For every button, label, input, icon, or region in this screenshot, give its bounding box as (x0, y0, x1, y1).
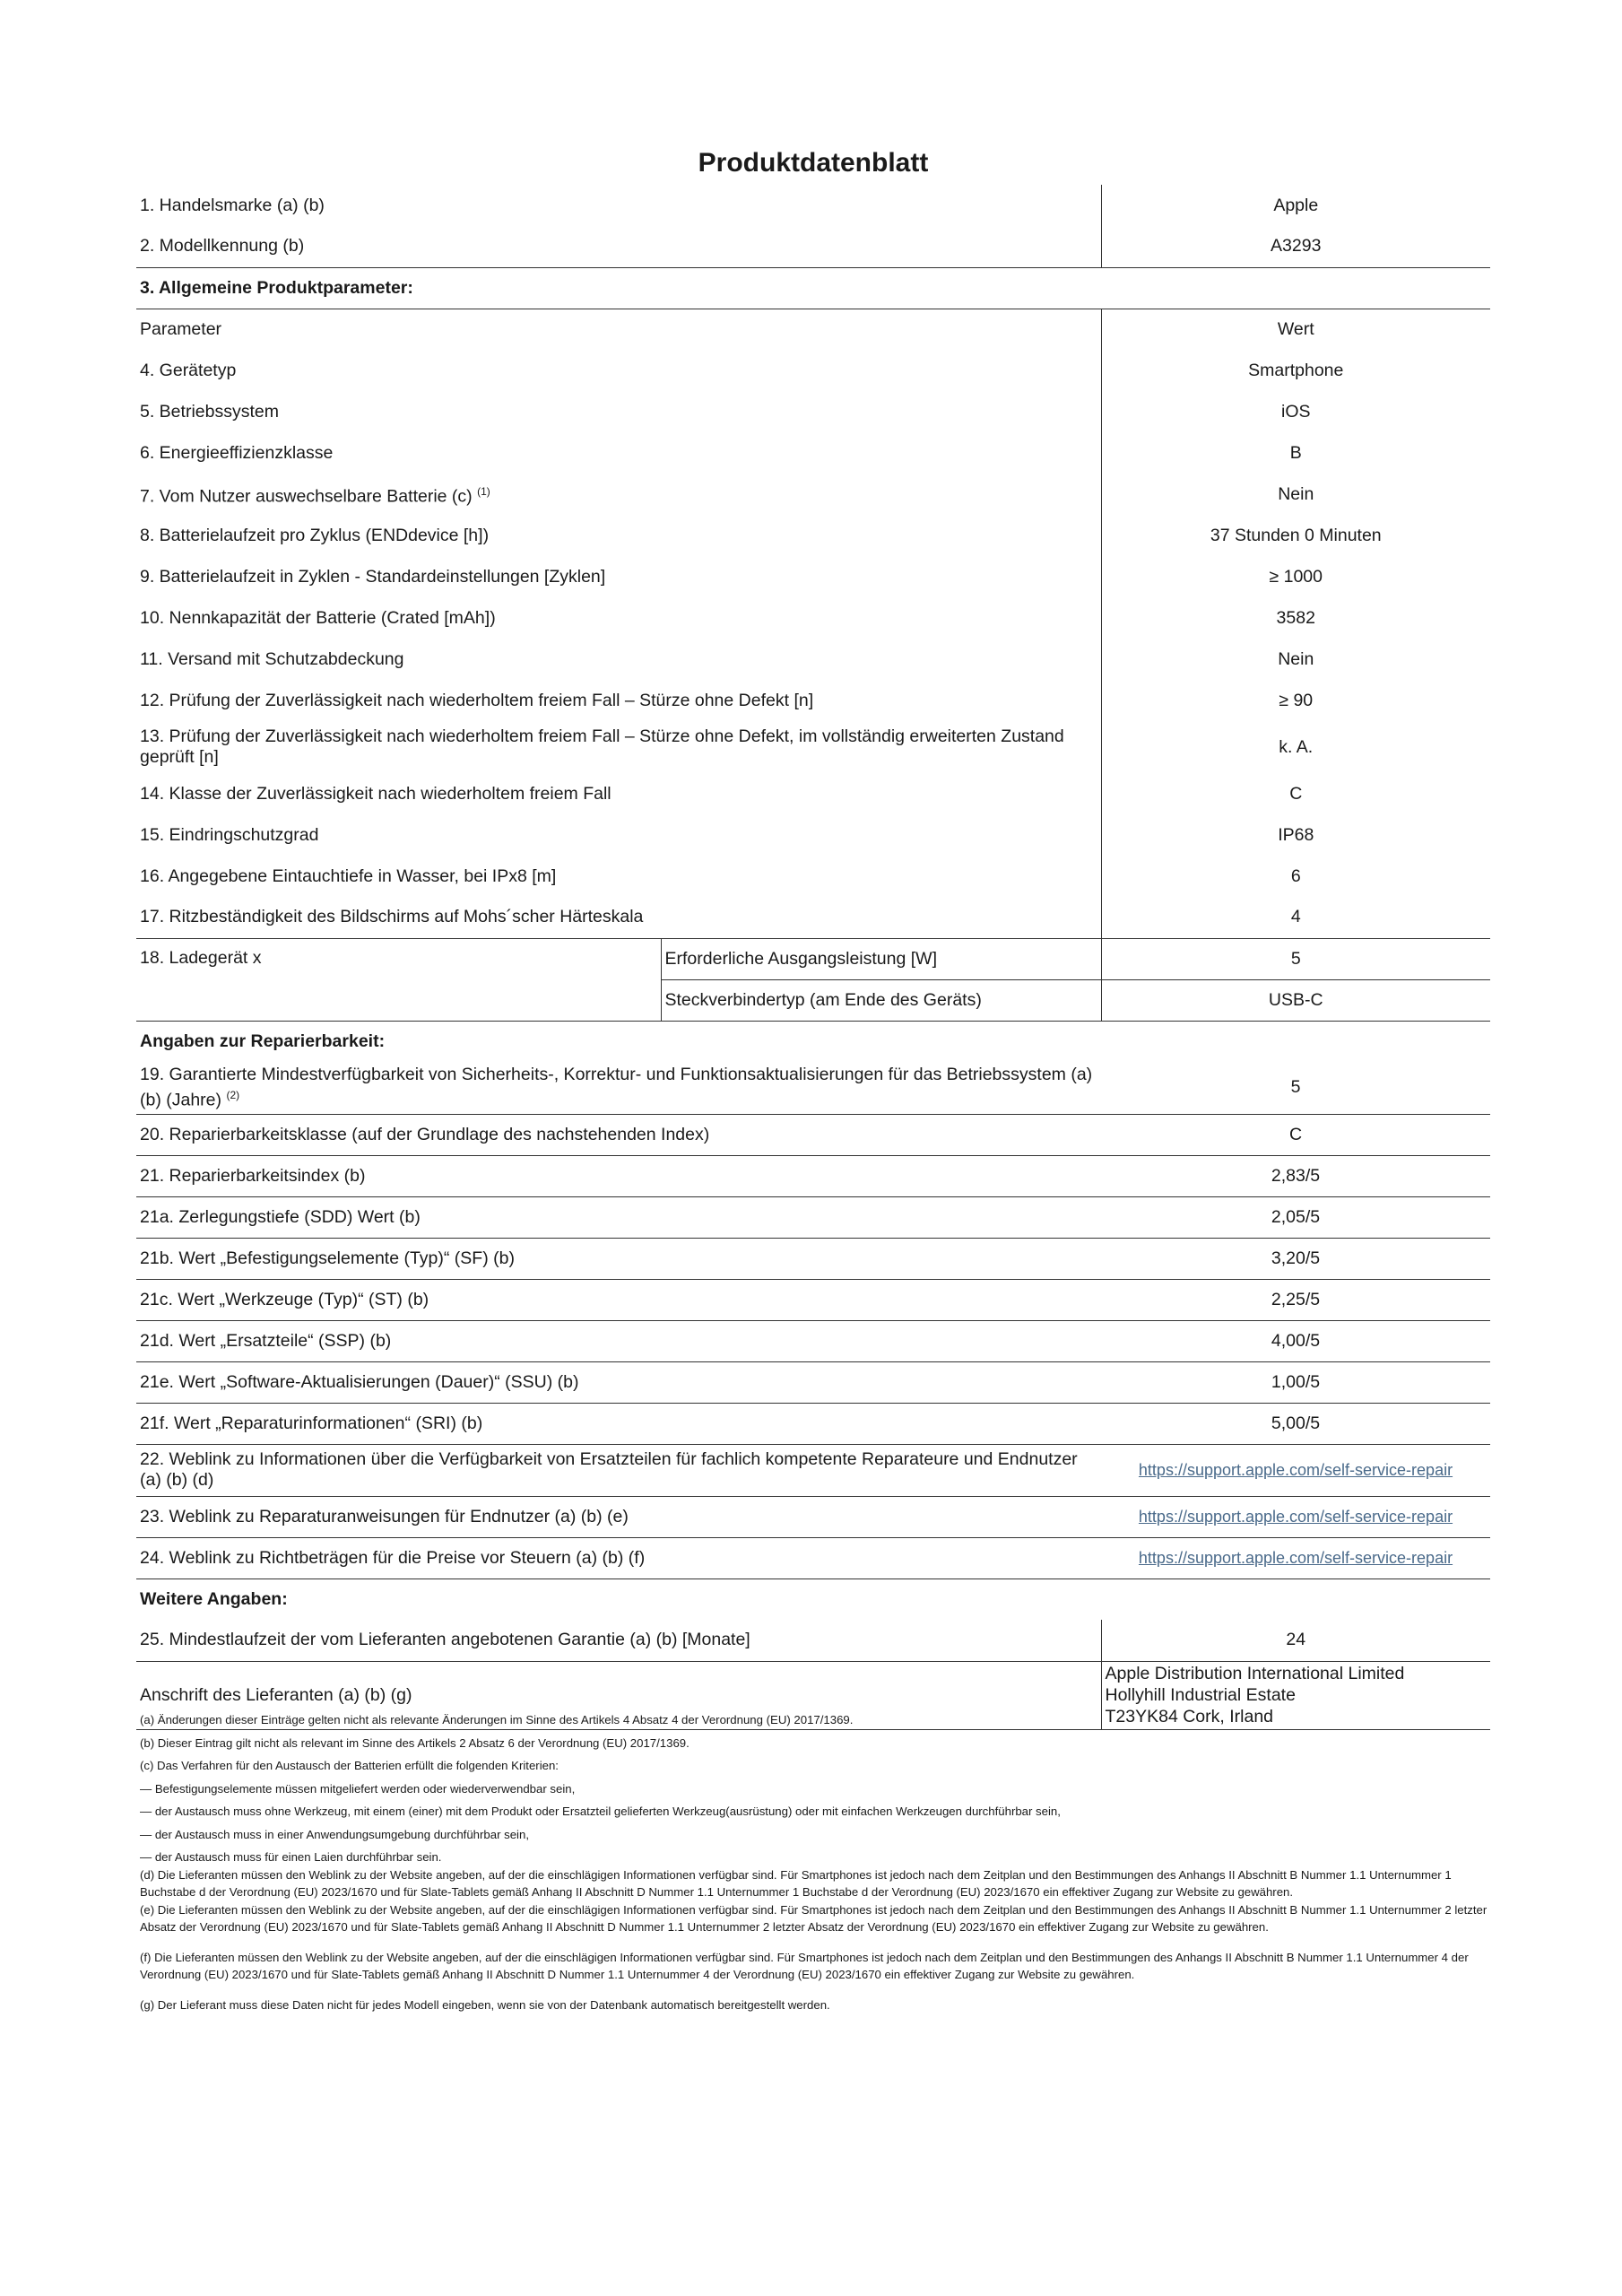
repair-instructions-link[interactable]: https://support.apple.com/self-service-repair (1138, 1507, 1453, 1526)
row-label-cell (136, 1062, 1101, 1114)
row-label: 22. Weblink zu Informationen über die Verfügbarkeit von Ersatzteilen für fachlich kompetente Reparateure und Endnutzer (a) (b) (d) (136, 1444, 1101, 1496)
row-label: 21. Reparierbarkeitsindex (b) (136, 1155, 1101, 1196)
table-row (136, 1155, 1490, 1196)
row-label: 7. Vom Nutzer auswechselbare Batterie (c) (140, 486, 473, 507)
table-row (136, 1196, 1490, 1238)
table-row (136, 556, 1490, 597)
row-value: ≥ 90 (1101, 680, 1490, 721)
row-value: 3582 (1101, 597, 1490, 639)
row-value: 5 (1101, 938, 1490, 979)
row-label-cell (136, 474, 1101, 515)
row-value: B (1101, 432, 1490, 474)
row-label: 18. Ladegerät x (136, 938, 661, 1021)
column-header-value: Wert (1101, 309, 1490, 350)
row-label: 16. Angegebene Eintauchtiefe in Wasser, bei IPx8 [m] (140, 865, 557, 886)
table-row (136, 897, 1490, 938)
row-value-cell (1101, 1444, 1490, 1496)
row-value: 4,00/5 (1101, 1320, 1490, 1361)
page-title: Produktdatenblatt (698, 148, 929, 178)
table-header-row (136, 309, 1490, 350)
footnote: — der Austausch muss ohne Werkzeug, mit einem (einer) mit dem Produkt oder Ersatzteil gelieferten Werkzeug(ausrüstung) oder mit einfachen Werkzeugen durchführbar sein, (140, 1805, 1061, 1818)
row-label: 19. Garantierte Mindestverfügbarkeit von Sicherheits-, Korrektur- und Funktionsaktualisierungen für das Betriebssystem (a) (b) (Jahre) (140, 1065, 1093, 1110)
row-label: 15. Eindringschutzgrad (140, 824, 319, 845)
row-label: 11. Versand mit Schutzabdeckung (140, 648, 404, 669)
table-row (136, 1114, 1490, 1155)
section-heading: Weitere Angaben: (136, 1578, 1490, 1620)
row-value-cell (1101, 1537, 1490, 1578)
table-row (136, 350, 1490, 391)
table-row (136, 856, 1490, 897)
section-heading: 3. Allgemeine Produktparameter: (136, 267, 1490, 309)
footnote: — der Austausch muss in einer Anwendungsumgebung durchführbar sein, (140, 1827, 529, 1841)
row-label: 21d. Wert „Ersatzteile“ (SSP) (b) (136, 1320, 1101, 1361)
row-value: k. A. (1101, 721, 1490, 773)
table-row (136, 391, 1490, 432)
row-label: 6. Energieeffizienzklasse (140, 442, 334, 463)
row-value: 24 (1101, 1620, 1490, 1661)
table-row (136, 185, 1490, 226)
table-row (136, 1444, 1490, 1496)
address-line: Apple Distribution International Limited (1105, 1664, 1405, 1683)
address-line: Hollyhill Industrial Estate (1105, 1685, 1296, 1705)
product-data-sheet (136, 142, 1490, 1730)
footnote: — Befestigungselemente müssen mitgeliefert werden oder wiederverwendbar sein, (140, 1781, 576, 1796)
column-header-parameter: Parameter (136, 309, 1101, 350)
spare-parts-link[interactable]: https://support.apple.com/self-service-repair (1138, 1460, 1453, 1479)
table-row (136, 1620, 1490, 1661)
table-row (136, 1537, 1490, 1578)
row-label: 14. Klasse der Zuverlässigkeit nach wiederholtem freiem Fall (140, 783, 612, 804)
row-value: iOS (1101, 391, 1490, 432)
row-label: 12. Prüfung der Zuverlässigkeit nach wiederholtem freiem Fall – Stürze ohne Defekt [n] (140, 690, 814, 710)
row-label: 23. Weblink zu Reparaturanweisungen für Endnutzer (a) (b) (e) (136, 1496, 1101, 1537)
row-value: 4 (1101, 897, 1490, 938)
table-row (136, 1279, 1490, 1320)
table-row (136, 597, 1490, 639)
footnote-marker: (2) (226, 1089, 240, 1101)
row-value: Nein (1101, 474, 1490, 515)
footnote: (e) Die Lieferanten müssen den Weblink zu der Website angeben, auf der die einschlägigen Informationen verfügbar sind. Für Smartphones ist jedoch nach dem Zeitplan und den Bestimmungen des Anhangs II Abschnitt B Nummer 1.1 Unternummer 2 letzter Absatz der Verordnung (EU) 2023/1670 und für Slate-Tablets gemäß Anhang II Abschnitt D Nummer 1.1 Unternummer 2 letzter Absatz der Verordnung (EU) 2023/1670 ein effektiver Zugang zur Website zu gewähren. (140, 1902, 1488, 1934)
section-heading-row (136, 267, 1490, 309)
row-label: 20. Reparierbarkeitsklasse (auf der Grundlage des nachstehenden Index) (136, 1114, 1101, 1155)
table-row (136, 938, 1490, 979)
charger-sub-label-power: Erforderliche Ausgangsleistung [W] (661, 938, 1101, 979)
table-row (136, 814, 1490, 856)
row-label: 1. Handelsmarke (a) (b) (140, 195, 325, 215)
row-label: 24. Weblink zu Richtbeträgen für die Preise vor Steuern (a) (b) (f) (136, 1537, 1101, 1578)
row-value: C (1101, 773, 1490, 814)
product-table (136, 185, 1490, 1730)
footnote: (c) Das Verfahren für den Austausch der Batterien erfüllt die folgenden Kriterien: (140, 1759, 559, 1772)
row-label: 13. Prüfung der Zuverlässigkeit nach wiederholtem freiem Fall – Stürze ohne Defekt, im vollständig erweiterten Zustand geprüft [n] (140, 726, 1064, 767)
row-value: A3293 (1101, 226, 1490, 267)
row-value: USB-C (1101, 979, 1490, 1021)
row-label: 21a. Zerlegungstiefe (SDD) Wert (b) (136, 1196, 1101, 1238)
row-label: 25. Mindestlaufzeit der vom Lieferanten angebotenen Garantie (a) (b) [Monate] (140, 1630, 750, 1650)
table-row (136, 1361, 1490, 1403)
table-row (136, 226, 1490, 267)
table-row (136, 721, 1490, 773)
row-label: 9. Batterielaufzeit in Zyklen - Standardeinstellungen [Zyklen] (140, 566, 606, 587)
row-value-cell (1101, 1496, 1490, 1537)
table-row (136, 474, 1490, 515)
row-label: 10. Nennkapazität der Batterie (Crated [mAh]) (140, 607, 496, 628)
table-row (136, 432, 1490, 474)
row-label: 21f. Wert „Reparaturinformationen“ (SRI) (b) (136, 1403, 1101, 1444)
footnotes (140, 1711, 1490, 2013)
row-label: 8. Batterielaufzeit pro Zyklus (ENDdevice [h]) (140, 525, 490, 545)
table-row (136, 1496, 1490, 1537)
row-value: 1,00/5 (1101, 1361, 1490, 1403)
table-row (136, 1238, 1490, 1279)
row-label: 21b. Wert „Befestigungselemente (Typ)“ (SF) (b) (136, 1238, 1101, 1279)
row-value: Smartphone (1101, 350, 1490, 391)
address-line: T23YK84 Cork, Irland (1105, 1707, 1274, 1726)
section-heading-row (136, 1578, 1490, 1620)
footnote-marker: (1) (477, 484, 490, 498)
row-value: 2,83/5 (1101, 1155, 1490, 1196)
row-value: Apple (1101, 185, 1490, 226)
section-heading-row (136, 1021, 1490, 1062)
footnote: (g) Der Lieferant muss diese Daten nicht für jedes Modell eingeben, wenn sie von der Datenbank automatisch bereitgestellt werden. (140, 1997, 830, 2012)
row-value: 3,20/5 (1101, 1238, 1490, 1279)
row-value: 5,00/5 (1101, 1403, 1490, 1444)
footnote: (f) Die Lieferanten müssen den Weblink zu der Website angeben, auf der die einschlägigen Informationen verfügbar sind. Für Smartphones ist jedoch nach dem Zeitplan und den Bestimmungen des Anhangs II Abschnitt B Nummer 1.1 Unternummer 4 der Verordnung (EU) 2023/1670 und für Slate-Tablets gemäß Anhang II Abschnitt D Nummer 1.1 Unternummer 4 der Verordnung (EU) 2023/1670 ein effektiver Zugang zur Website zu gewähren. (140, 1950, 1469, 1981)
row-value: C (1101, 1114, 1490, 1155)
row-label: Anschrift des Lieferanten (a) (b) (g) (136, 1661, 1101, 1729)
row-label: 21e. Wert „Software-Aktualisierungen (Dauer)“ (SSU) (b) (136, 1361, 1101, 1403)
row-value: Nein (1101, 639, 1490, 680)
footnote: (a) Änderungen dieser Einträge gelten nicht als relevante Änderungen im Sinne des Artikels 4 Absatz 4 der Verordnung (EU) 2017/1369. (140, 1713, 854, 1726)
footnote: (b) Dieser Eintrag gilt nicht als relevant im Sinne des Artikels 2 Absatz 6 der Verordnung (EU) 2017/1369. (140, 1735, 690, 1750)
table-row (136, 773, 1490, 814)
row-label: 17. Ritzbeständigkeit des Bildschirms auf Mohs´scher Härteskala (140, 907, 644, 927)
table-row (136, 1320, 1490, 1361)
row-value: 6 (1101, 856, 1490, 897)
row-value: IP68 (1101, 814, 1490, 856)
row-value: 37 Stunden 0 Minuten (1101, 515, 1490, 556)
row-label: 21c. Wert „Werkzeuge (Typ)“ (ST) (b) (136, 1279, 1101, 1320)
table-row (136, 515, 1490, 556)
row-label: 2. Modellkennung (b) (140, 236, 305, 257)
table-row (136, 1403, 1490, 1444)
row-value: ≥ 1000 (1101, 556, 1490, 597)
row-value: 2,25/5 (1101, 1279, 1490, 1320)
table-row (136, 639, 1490, 680)
section-heading: Angaben zur Reparierbarkeit: (136, 1021, 1490, 1062)
row-value: 5 (1290, 1077, 1301, 1098)
table-row (136, 680, 1490, 721)
table-row (136, 1062, 1490, 1114)
footnote: — der Austausch muss für einen Laien durchführbar sein. (140, 1850, 442, 1864)
row-label: 5. Betriebssystem (140, 401, 279, 422)
row-value: 2,05/5 (1101, 1196, 1490, 1238)
footnote: (d) Die Lieferanten müssen den Weblink zu der Website angeben, auf der die einschlägigen Informationen verfügbar sind. Für Smartphones ist jedoch nach dem Zeitplan und den Bestimmungen des Anhangs II Abschnitt B Nummer 1.1 Unternummer 1 Buchstabe d der Verordnung (EU) 2023/1670 und für Slate-Tablets gemäß Anhang II Abschnitt D Nummer 1.1 Unternummer 1 Buchstabe d der Verordnung (EU) 2023/1670 ein effektiver Zugang zur Website zu gewähren. (140, 1867, 1452, 1899)
row-label: 4. Gerätetyp (140, 360, 237, 380)
price-guide-link[interactable]: https://support.apple.com/self-service-repair (1138, 1548, 1453, 1567)
charger-sub-label-connector: Steckverbindertyp (am Ende des Geräts) (661, 979, 1101, 1021)
